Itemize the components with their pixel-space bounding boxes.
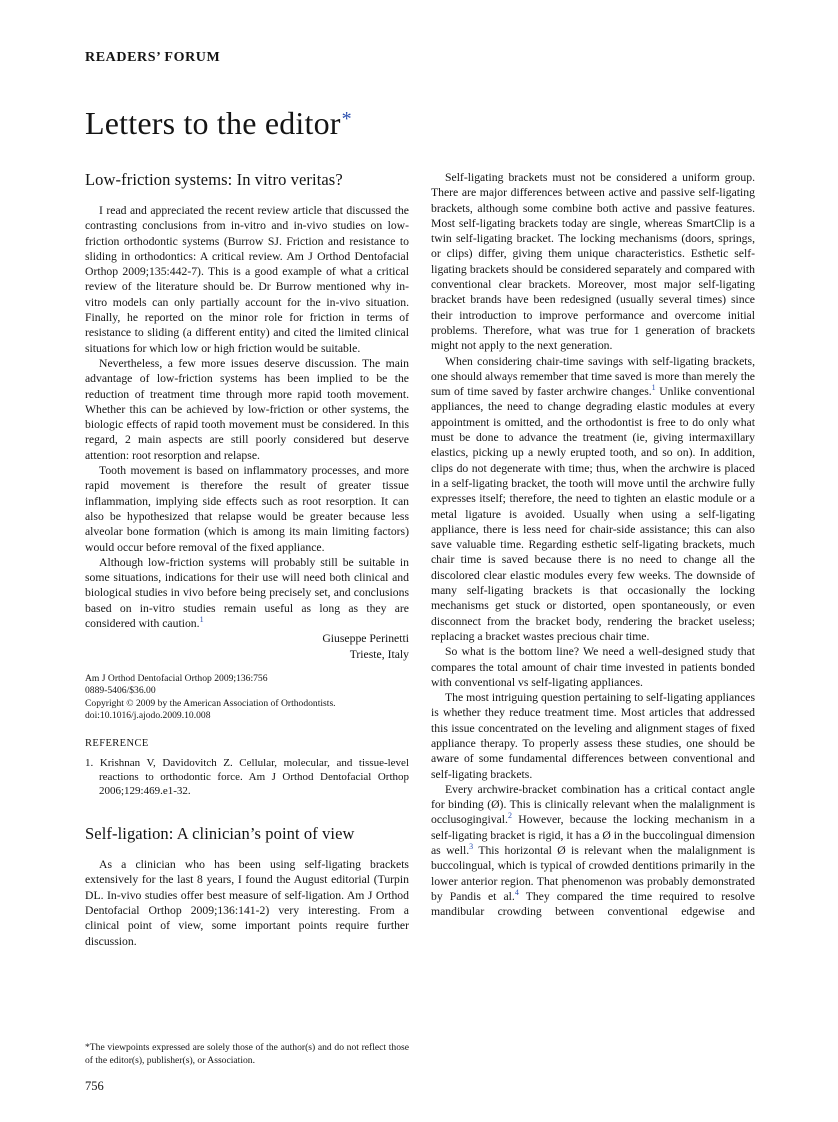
paragraph: Although low-friction systems will probably still be suitable in some situations, indications for their use will need both clinical and biological studies in vivo before being precisely set, and conclusions based on in-vitro studies remain useful as long as they are considered with caution.$^1$ [85, 555, 409, 631]
issn-price-line: 0889-5406/$36.00 [85, 685, 156, 697]
copyright-line: Copyright © 2009 by the American Association of Orthodontists. [85, 697, 336, 709]
page-content [85, 50, 755, 1094]
right-column [431, 170, 755, 1094]
paragraph: Tooth movement is based on inflammatory processes, and more rapid movement is therefore the result of greater tissue inflammation, implying side effects such as root resorption. It can also be hypothesized that relapse would be greater because less alveolar bone formation (which is among its main limiting factors) would occur before removal of the fixed appliance. [85, 464, 409, 554]
page-title-text: Letters to the editor [85, 105, 341, 141]
journal-front-matter [85, 673, 409, 723]
paragraph: As a clinician who has been using self-ligating brackets extensively for the last 8 years, I found the August editorial (Turpin DL. In-vivo studies offer best measure of self-ligation. Am J Orthod Dentofacial Orthop 2009;136:141-2) very interesting. From a clinical point of view, some important points require further discussion. [85, 858, 409, 948]
letter2-heading: Self-ligation: A clinician’s point of view [85, 824, 355, 844]
left-column [85, 170, 409, 1094]
paragraph: Nevertheless, a few more issues deserve discussion. The main advantage of low-friction systems has been implied to be the reduction of treatment time through more rapid tooth movement. Whether this can be achieved by low-friction or other systems, the biologic effects of rapid tooth movement must be considered. In this regard, 2 main aspects are still poorly considered but deserve attention: root resorption and relapse. [85, 356, 409, 462]
reference-heading: REFERENCE [85, 737, 149, 749]
reference-text: Krishnan V, Davidovitch Z. Cellular, molecular, and tissue-level reactions to orthodontic force. Am J Orthod Dentofacial Orthop 2006;129:469.e1-32. [99, 756, 409, 797]
paragraph: I read and appreciated the recent review article that discussed the contrasting conclusions from in-vitro and in-vivo studies on low-friction orthodontic systems (Burrow SJ. Friction and resistance to sliding in orthodontics: A critical review. Am J Orthod Dentofacial Orthop 2009;135:442-7). This is a good example of what a critical review of the literature should be. Dr Burrow mentioned why in-vitro models can only partially account for the in-vivo situation. Finally, he reported on the minor role for friction in terms of resistance to sliding (a different entity) and cited the limited clinical situations for which low or high friction would be suitable. [85, 204, 409, 355]
author-name: Giuseppe Perinetti [322, 632, 409, 646]
reference-item [85, 756, 409, 799]
doi-line: doi:10.1016/j.ajodo.2009.10.008 [85, 710, 211, 722]
author-signature [85, 631, 409, 662]
page-title [85, 102, 755, 140]
two-column-layout [85, 170, 755, 1094]
title-footnote-marker: * [341, 108, 352, 130]
page-number: 756 [85, 1079, 104, 1093]
paragraph: Every archwire-bracket combination has a critical contact angle for binding (Ø). This is clinically relevant when the malalignment is occlusogingival.$^2$ However, because the locking mechanism in a self-ligating bracket is rigid, it has a Ø in the buccolingual dimension as well.$^3$ This horizontal Ø is relevant when the malalignment is buccolingual, which is typical of crowded dentitions primarily in the lower anterior region. That phenomenon was probably demonstrated by Pandis et al.$^4$ They compared the time required to resolve mandibular crowding between conventional edgewise and [431, 782, 755, 919]
paragraph: When considering chair-time savings with self-ligating brackets, one should always remember that time saved is more than merely the sum of time saved by faster archwire changes.$^1$ Unlike conventional appliances, the need to change degrading elastic modules at every appointment is omitted, and the orthodontist is free to do only what must be done to advance the treatment (ie, giving intermaxillary elastics, picking up a newly erupted tooth, and so on). In addition, clips do not degenerate with time; thus, when the archwire is placed in a self-ligating bracket, the tooth will move until the archwire fully expresses itself; therefore, the need to tighten an elastic module or a metal ligature is avoided. Usually when using a self-ligating appliance, there is less need for chair-side assistance; this can also save valuable time. Regarding esthetic self-ligating brackets, much chair time is saved because there is no need to change all the discolored clear elastic modules every few weeks. The downside of many self-ligating brackets is that occasionally the locking mechanisms get stuck or distorted, open spontaneously, or even disconnect from the bracket body, rendering the bracket useless; replacing a bracket wastes precious chair time. [431, 354, 755, 643]
viewpoints-footnote: *The viewpoints expressed are solely those of the author(s) and do not reflect those of the editor(s), publisher(s), or Association. [85, 1042, 409, 1066]
paragraph: The most intriguing question pertaining to self-ligating appliances is whether they reduce treatment time. Most articles that addressed this issue concentrated on the leveling and alignment stages of fixed appliance therapy. To properly assess these studies, one should be aware of some fundamental differences between conventional and self-ligating brackets. [431, 691, 755, 781]
section-kicker: READERS’ FORUM [85, 50, 221, 65]
author-location: Trieste, Italy [349, 647, 409, 661]
letter1-heading: Low-friction systems: In vitro veritas? [85, 170, 343, 189]
journal-citation-line: Am J Orthod Dentofacial Orthop 2009;136:756 [85, 672, 268, 684]
reference-number: 1. [85, 756, 94, 769]
paragraph: Self-ligating brackets must not be considered a uniform group. There are major differences between active and passive self-ligating brackets, although some combine both active and passive features. Most self-ligating brackets today are single, whereas SmartClip is a twin self-ligating bracket. The locking mechanisms (doors, springs, or clips) differ, giving them unique characteristics. Esthetic self-ligating brackets should be considered separately and compared with conventional clear brackets. Moreover, most major self-ligating bracket brands have been redesigned (usually several times) since their introduction to improve performance and overcome initial problems. Therefore, what was true for 1 generation of brackets might not apply to the next generation. [431, 171, 755, 353]
paragraph: So what is the bottom line? We need a well-designed study that compares the total amount of chair time invested in patients bonded with conventional vs self-ligating appliances. [431, 645, 755, 689]
